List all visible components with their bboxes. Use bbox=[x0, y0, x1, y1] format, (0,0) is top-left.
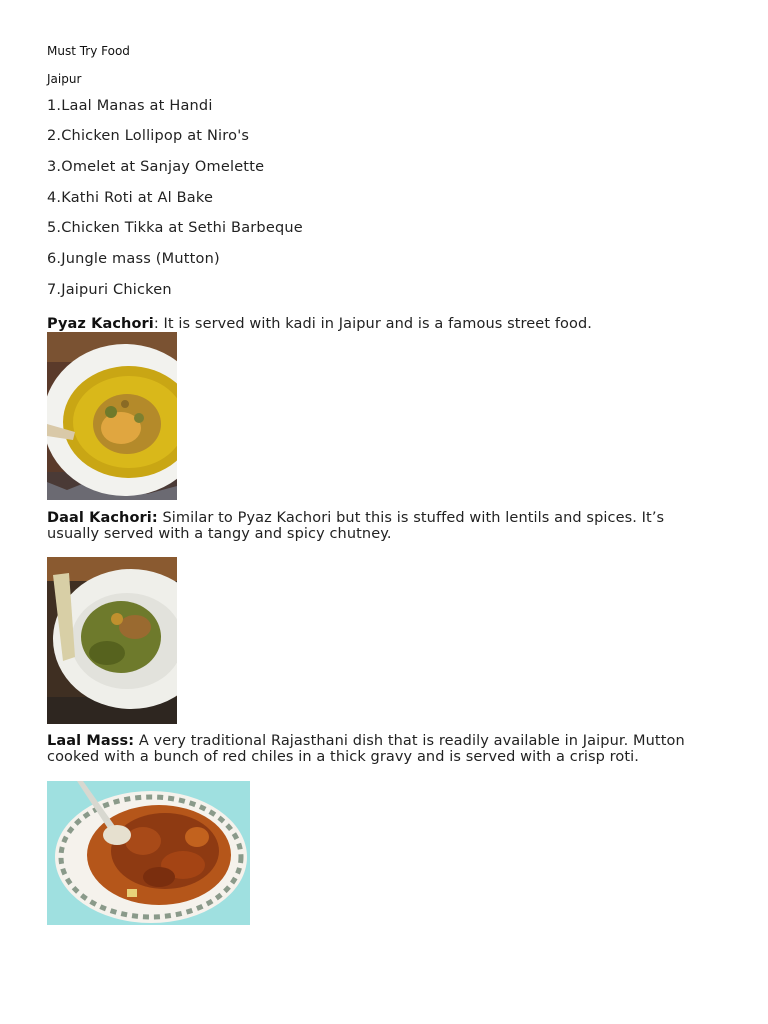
daal-kachori-photo bbox=[47, 557, 177, 724]
dish-paragraph-pyaz-kachori bbox=[47, 316, 717, 332]
dish-separator: : bbox=[153, 316, 159, 332]
list-item: 2.Chicken Lollipop at Niro's bbox=[47, 128, 250, 144]
dish-name: Pyaz Kachori bbox=[47, 316, 154, 332]
dish-paragraph-daal-kachori bbox=[47, 510, 717, 542]
dish-name: Daal Kachori: bbox=[47, 510, 158, 526]
list-item: 6.Jungle mass (Mutton) bbox=[47, 251, 220, 267]
list-item: 3.Omelet at Sanjay Omelette bbox=[47, 159, 265, 175]
list-item: 4.Kathi Roti at Al Bake bbox=[47, 190, 214, 206]
list-item: 5.Chicken Tikka at Sethi Barbeque bbox=[47, 220, 303, 236]
dish-name: Laal Mass: bbox=[47, 733, 135, 749]
dish-description: Similar to Pyaz Kachori but this is stuffed with lentils and spices. It’s usually served with a tangy and spicy chutney. bbox=[47, 510, 665, 542]
pyaz-kachori-photo bbox=[47, 332, 177, 500]
list-item: 7.Jaipuri Chicken bbox=[47, 282, 172, 298]
list-item: 1.Laal Manas at Handi bbox=[47, 98, 213, 114]
dish-description: A very traditional Rajasthani dish that is readily available in Jaipur. Mutton cooked with a bunch of red chiles in a thick gravy and is served with a crisp roti. bbox=[47, 733, 685, 765]
dish-description: It is served with kadi in Jaipur and is a famous street food. bbox=[158, 316, 592, 332]
document-title: Must Try Food bbox=[47, 44, 130, 58]
city-heading: Jaipur bbox=[47, 72, 82, 86]
laal-mass-photo bbox=[47, 781, 250, 925]
dish-paragraph-laal-mass bbox=[47, 733, 717, 765]
